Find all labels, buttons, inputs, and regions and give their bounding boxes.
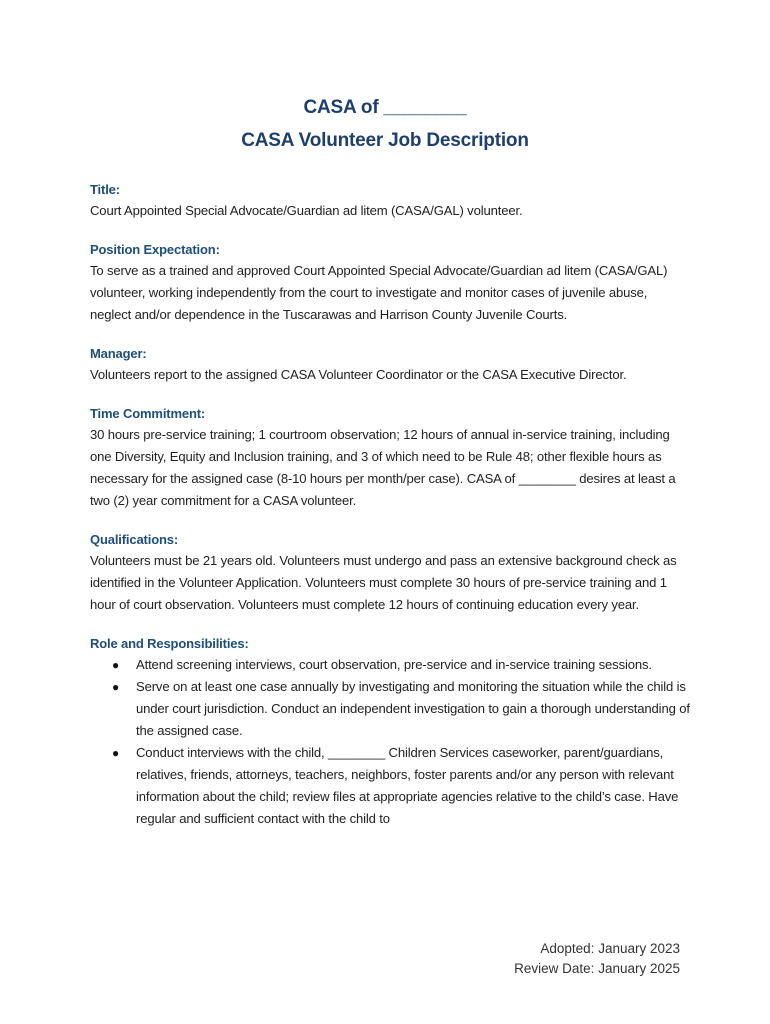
section-role-responsibilities	[90, 634, 690, 830]
adopted-date: Adopted: January 2023	[540, 941, 680, 956]
list-item-text: Conduct interviews with the child, ________ Children Services caseworker, parent/guardians, relatives, friends, attorneys, teachers, neighbors, foster parents and/or any person with relevant information about the child; review files at appropriate agencies relative to the child’s case. Have regular and sufficient contact with the child to	[136, 745, 679, 826]
bullet-icon: ●	[112, 680, 120, 694]
list-item-text: Attend screening interviews, court observation, pre-service and in-service training sessions.	[136, 657, 652, 672]
section-qualifications	[90, 530, 690, 616]
list-item	[90, 654, 690, 676]
list-item	[90, 742, 690, 830]
section-body: 30 hours pre-service training; 1 courtroom observation; 12 hours of annual in-service training, including one Diversity, Equity and Inclusion training, and 3 of which need to be Rule 48; other flexible hours as necessary for the assigned case (8-10 hours per month/per case). CASA of ________ desires at least a two (2) year commitment for a CASA volunteer.	[90, 427, 676, 508]
section-heading: Position Expectation:	[90, 242, 220, 257]
section-body: Volunteers report to the assigned CASA Volunteer Coordinator or the CASA Executive Director.	[90, 367, 627, 382]
section-body: Court Appointed Special Advocate/Guardian ad litem (CASA/GAL) volunteer.	[90, 203, 523, 218]
section-manager	[90, 344, 690, 386]
section-position-expectation	[90, 240, 690, 326]
document-title-organization: CASA of ________	[303, 97, 467, 118]
section-body: Volunteers must be 21 years old. Volunteers must undergo and pass an extensive background check as identified in the Volunteer Application. Volunteers must complete 30 hours of pre-service training and 1 hour of court observation. Volunteers must complete 12 hours of continuing education every year.	[90, 553, 677, 612]
list-item-text: Serve on at least one case annually by investigating and monitoring the situation while the child is under court jurisdiction. Conduct an independent investigation to gain a thorough understanding of the assigned case.	[136, 679, 690, 738]
list-item	[90, 676, 690, 742]
document-content	[90, 180, 690, 848]
review-date: Review Date: January 2025	[514, 961, 680, 976]
section-heading: Title:	[90, 182, 120, 197]
bullet-icon: ●	[112, 746, 120, 760]
document-title: CASA Volunteer Job Description	[241, 130, 529, 151]
section-body: To serve as a trained and approved Court Appointed Special Advocate/Guardian ad litem (CASA/GAL) volunteer, working independently from the court to investigate and monitor cases of juvenile abuse, neglect and/or dependence in the Tuscarawas and Harrison County Juvenile Courts.	[90, 263, 668, 322]
section-time-commitment	[90, 404, 690, 512]
section-heading: Time Commitment:	[90, 406, 206, 421]
section-heading: Role and Responsibilities:	[90, 636, 249, 651]
section-heading: Qualifications:	[90, 532, 179, 547]
page-footer	[514, 939, 680, 979]
section-heading: Manager:	[90, 346, 147, 361]
responsibilities-list	[90, 654, 690, 830]
bullet-icon: ●	[112, 658, 120, 672]
section-title	[90, 180, 690, 222]
